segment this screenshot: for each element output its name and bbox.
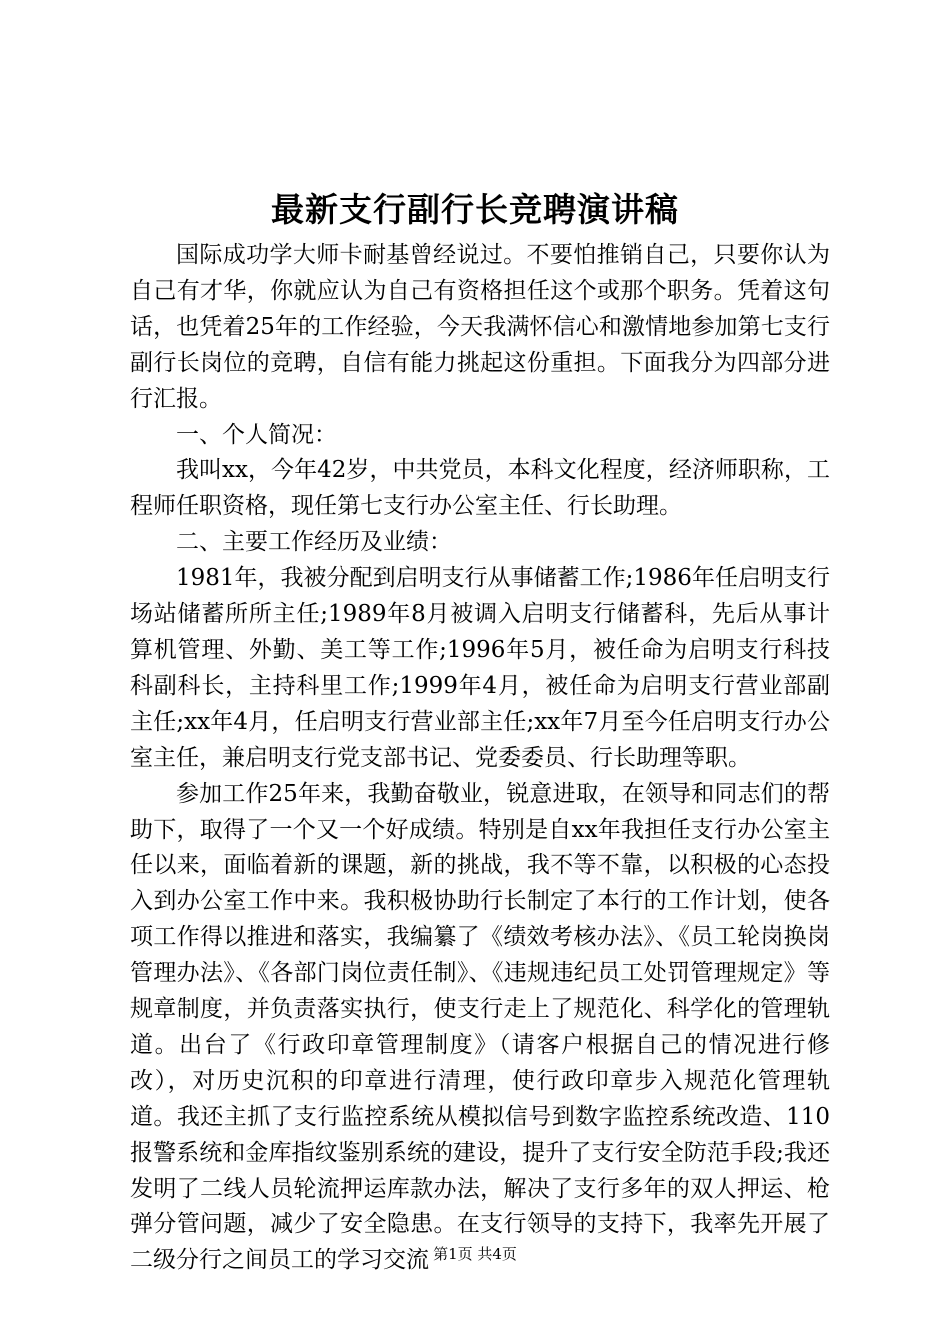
document-body [130, 238, 830, 1279]
document-title: 最新支行副行长竞聘演讲稿 [271, 190, 679, 229]
paragraph-personal: 我叫xx，今年42岁，中共党员，本科文化程度，经济师职称，工程师任职资格，现任第七支行办公室主任、行长助理。 [130, 457, 830, 520]
section-heading-experience: 二、主要工作经历及业绩： [176, 529, 452, 556]
page-footer: 第1页 共4页 [433, 1245, 517, 1263]
paragraph-achievements: 参加工作25年来，我勤奋敬业，锐意进取，在领导和同志们的帮助下，取得了一个又一个好成绩。特别是自xx年我担任支行办公室主任以来，面临着新的课题，新的挑战，我不等不靠，以积极的心态投入到办公室工作中来。我积极协助行长制定了本行的工作计划，使各项工作得以推进和落实，我编纂了《绩效考核办法》、《员工轮岗换岗管理办法》、《各部门岗位责任制》、《违规违纪员工处罚管理规定》等规章制度，并负责落实执行，使支行走上了规范化、科学化的管理轨道。出台了《行政印章管理制度》（请客户根据自己的情况进行修改），对历史沉积的印章进行清理，使行政印章步入规范化管理轨道。我还主抓了支行监控系统从模拟信号到数字监控系统改造、110报警系统和金库指纹鉴别系统的建设，提升了支行安全防范手段;我还发明了二线人员轮流押运库款办法，解决了支行多年的双人押运、枪弹分管问题，减少了安全隐患。在支行领导的支持下，我率先开展了二级分行之间员工的学习交流 [130, 780, 830, 1274]
section-heading-personal: 一、个人简况： [176, 421, 337, 448]
paragraph-experience: 1981年，我被分配到启明支行从事储蓄工作;1986年任启明支行场站储蓄所所主任;1989年8月被调入启明支行储蓄科，先后从事计算机管理、外勤、美工等工作;1996年5月，被任命为启明支行科技科副科长，主持科里工作;1999年4月，被任命为启明支行营业部副主任;xx年4月，任启明支行营业部主任;xx年7月至今任启明支行办公室主任，兼启明支行党支部书记、党委委员、行长助理等职。 [130, 565, 830, 771]
paragraph-intro: 国际成功学大师卡耐基曾经说过。不要怕推销自己，只要你认为自己有才华，你就应认为自己有资格担任这个或那个职务。凭着这句话，也凭着25年的工作经验，今天我满怀信心和激情地参加第七支行副行长岗位的竞聘，自信有能力挑起这份重担。下面我分为四部分进行汇报。 [130, 242, 830, 412]
